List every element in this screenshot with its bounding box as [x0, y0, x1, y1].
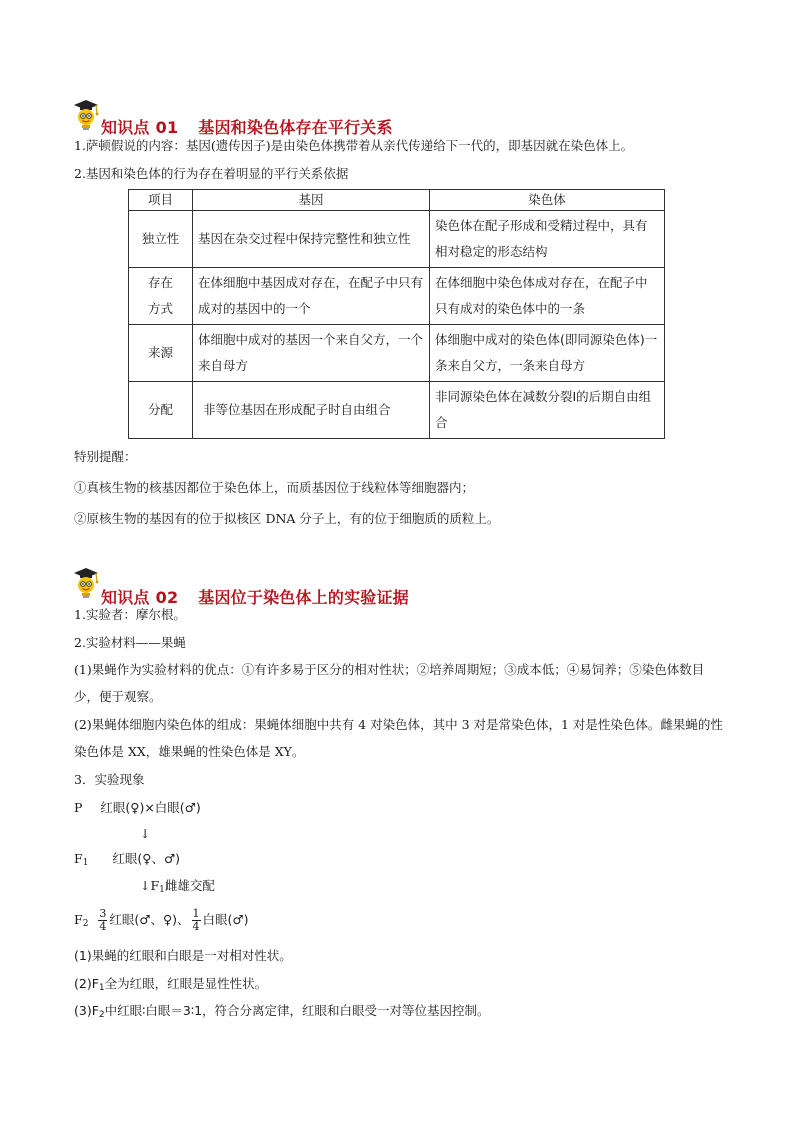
cross-arrow: ↓	[140, 826, 151, 841]
table-header-chromosome: 染色体	[430, 190, 665, 211]
table-cell-gene: 非等位基因在形成配子时自由组合	[193, 382, 430, 439]
section2-line2: 2.实验材料——果蝇	[74, 635, 186, 650]
table-cell-chromosome: 非同源染色体在减数分裂Ⅰ的后期自由组合	[430, 382, 665, 439]
section1-title-text: 基因和染色体存在平行关系	[198, 118, 393, 137]
cross-f1-text: 红眼(♀、♂)	[112, 851, 181, 866]
section1-line1: 1.萨顿假说的内容：基因(遗传因子)是由染色体携带着从亲代传递给下一代的，即基因就在染色体上。	[74, 138, 634, 153]
table-row	[129, 325, 665, 382]
section2-heading	[70, 565, 100, 605]
section2-line3: 3．实验现象	[74, 772, 145, 787]
result-2: $(2)F_1$全为红眼，红眼是显性性状。	[74, 976, 268, 993]
table-row	[129, 268, 665, 325]
note-title: 特别提醒：	[74, 449, 137, 464]
section2-title	[101, 585, 409, 608]
cross-p-label: P	[74, 800, 83, 815]
table-cell-chromosome: 体细胞中成对的染色体(即同源染色体)一条来自父方，一条来自母方	[430, 325, 665, 382]
section1-heading	[70, 97, 100, 137]
section1-number: 01	[155, 118, 179, 137]
section2-para2: (2)果蝇体细胞内染色体的组成：果蝇体细胞中共有 4 对染色体，其中 3 对是常染色体，1 对是性染色体。雌果蝇的性染色体是 XX，雄果蝇的性染色体是 XY。	[74, 717, 723, 759]
table-cell-chromosome: 染色体在配子形成和受精过程中，具有相对稳定的形态结构	[430, 211, 665, 268]
table-cell-item: 存在方式	[129, 268, 193, 325]
table-cell-gene: 在体细胞中基因成对存在，在配子中只有成对的基因中的一个	[193, 268, 430, 325]
section1-label: 知识点	[101, 118, 150, 137]
cross-f1: $F_1$ 红眼(♀、♂)	[74, 851, 181, 868]
table-row	[129, 382, 665, 439]
note-2: ②原核生物的基因有的位于拟核区 DNA 分子上，有的位于细胞质的质粒上。	[74, 511, 500, 526]
fraction-one-quarter: $\frac{1}{4}$	[192, 907, 200, 933]
cross-p-text: 红眼(♀)×白眼(♂)	[100, 800, 201, 815]
table-cell-chromosome: 在体细胞中染色体成对存在，在配子中只有成对的染色体中的一条	[430, 268, 665, 325]
cross-p	[74, 799, 201, 817]
fraction-three-quarters: $\frac{3}{4}$	[99, 907, 107, 933]
section2-para1: (1)果蝇作为实验材料的优点：①有许多易于区分的相对性状；②培养周期短；③成本低；④易饲养；⑤染色体数目少，便于观察。	[74, 662, 705, 704]
table-cell-gene: 基因在杂交过程中保持完整性和独立性	[193, 211, 430, 268]
note-1: ①真核生物的核基因都位于染色体上，而质基因位于线粒体等细胞器内；	[74, 480, 475, 495]
cross-f1-arrow: $↓F_1$雌雄交配	[140, 878, 215, 895]
table-header-gene: 基因	[193, 190, 430, 211]
section1-title	[101, 115, 393, 138]
table-row	[129, 211, 665, 268]
section2-line1: 1.实验者：摩尔根。	[74, 607, 186, 622]
result-3: $(3)F_2$中红眼∶白眼＝3∶1，符合分离定律，红眼和白眼受一对等位基因控制。	[74, 1003, 490, 1020]
table-header-item: 项目	[129, 190, 193, 211]
section2-title-text: 基因位于染色体上的实验证据	[198, 588, 409, 607]
section1-line2: 2.基因和染色体的行为存在着明显的平行关系依据	[74, 166, 349, 181]
table-cell-item: 分配	[129, 382, 193, 439]
table-cell-item: 来源	[129, 325, 193, 382]
table-header-row	[129, 190, 665, 211]
scholar-mascot-icon	[70, 97, 100, 133]
gene-chromosome-table	[128, 189, 665, 439]
table-cell-gene: 体细胞中成对的基因一个来自父方，一个来自母方	[193, 325, 430, 382]
cross-f2: $F_2$ $\frac{3}{4}$ 红眼(♂、♀)、 $\frac{1}{4}$ 白眼(♂)	[74, 907, 249, 933]
scholar-mascot-icon	[70, 565, 100, 601]
table-cell-item: 独立性	[129, 211, 193, 268]
section2-label: 知识点	[101, 588, 150, 607]
result-1: (1)果蝇的红眼和白眼是一对相对性状。	[74, 948, 292, 963]
section2-number: 02	[155, 588, 179, 607]
